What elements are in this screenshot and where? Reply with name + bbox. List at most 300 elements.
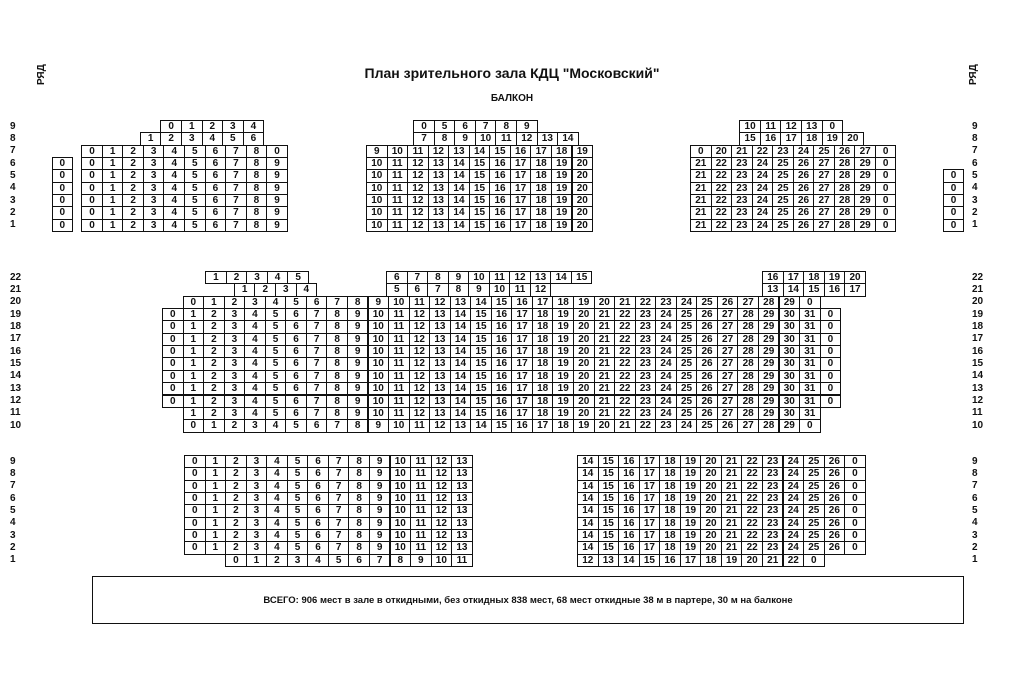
seat[interactable]: 9 xyxy=(454,132,476,145)
seat[interactable]: 4 xyxy=(244,333,266,346)
seat[interactable]: 11 xyxy=(409,296,431,309)
seat[interactable]: 1 xyxy=(183,357,205,370)
seat[interactable]: 24 xyxy=(655,320,677,333)
seat[interactable]: 18 xyxy=(532,382,554,395)
seat[interactable]: 2 xyxy=(122,219,144,232)
seat[interactable]: 17 xyxy=(510,182,532,195)
seat[interactable]: 14 xyxy=(783,283,805,296)
seat[interactable]: 18 xyxy=(532,370,554,383)
seat[interactable]: 15 xyxy=(598,480,620,493)
seat[interactable]: 12 xyxy=(516,132,538,145)
seat[interactable]: 24 xyxy=(676,296,698,309)
seat[interactable]: 11 xyxy=(410,541,432,554)
seat[interactable]: 14 xyxy=(469,145,491,158)
seat[interactable]: 10 xyxy=(366,206,388,219)
seat[interactable]: 29 xyxy=(854,182,876,195)
seat[interactable]: 15 xyxy=(470,395,492,408)
seat[interactable]: 10 xyxy=(390,504,412,517)
seat[interactable]: 19 xyxy=(573,419,595,432)
seat[interactable]: 18 xyxy=(532,308,554,321)
seat[interactable]: 19 xyxy=(552,382,574,395)
seat[interactable]: 12 xyxy=(409,370,431,383)
seat[interactable]: 20 xyxy=(573,333,595,346)
seat[interactable]: 0 xyxy=(162,345,184,358)
seat[interactable]: 25 xyxy=(676,395,698,408)
seat[interactable]: 22 xyxy=(614,333,636,346)
seat[interactable]: 7 xyxy=(306,345,328,358)
seat[interactable]: 19 xyxy=(680,517,702,530)
seat[interactable]: 13 xyxy=(429,395,451,408)
seat[interactable]: 19 xyxy=(573,296,595,309)
seat[interactable]: 10 xyxy=(366,169,388,182)
seat[interactable]: 20 xyxy=(572,157,594,170)
seat[interactable]: 3 xyxy=(143,157,165,170)
seat[interactable]: 27 xyxy=(717,308,739,321)
seat[interactable]: 15 xyxy=(598,455,620,468)
seat[interactable]: 0 xyxy=(820,345,842,358)
seat[interactable]: 11 xyxy=(387,169,409,182)
seat[interactable]: 22 xyxy=(741,467,763,480)
seat[interactable]: 0 xyxy=(943,169,965,182)
seat[interactable]: 29 xyxy=(758,382,780,395)
seat[interactable]: 11 xyxy=(388,357,410,370)
seat[interactable]: 17 xyxy=(844,283,866,296)
seat[interactable]: 4 xyxy=(244,320,266,333)
seat[interactable]: 5 xyxy=(287,480,309,493)
seat[interactable]: 19 xyxy=(680,492,702,505)
seat[interactable]: 16 xyxy=(489,219,511,232)
seat[interactable]: 15 xyxy=(470,333,492,346)
seat[interactable]: 24 xyxy=(752,182,774,195)
seat[interactable]: 26 xyxy=(793,182,815,195)
seat[interactable]: 14 xyxy=(450,407,472,420)
seat[interactable]: 21 xyxy=(721,529,743,542)
seat[interactable]: 20 xyxy=(573,357,595,370)
seat[interactable]: 2 xyxy=(203,308,225,321)
seat[interactable]: 26 xyxy=(824,504,846,517)
seat[interactable]: 5 xyxy=(265,333,287,346)
seat[interactable]: 11 xyxy=(388,345,410,358)
seat[interactable]: 21 xyxy=(690,182,712,195)
seat[interactable]: 13 xyxy=(428,182,450,195)
seat[interactable]: 0 xyxy=(413,120,435,133)
seat[interactable]: 3 xyxy=(143,194,165,207)
seat[interactable]: 25 xyxy=(676,370,698,383)
seat[interactable]: 4 xyxy=(163,182,185,195)
seat[interactable]: 26 xyxy=(717,296,739,309)
seat[interactable]: 12 xyxy=(407,219,429,232)
seat[interactable]: 0 xyxy=(875,194,897,207)
seat[interactable]: 24 xyxy=(655,345,677,358)
seat[interactable]: 2 xyxy=(203,320,225,333)
seat[interactable]: 10 xyxy=(431,554,453,567)
seat[interactable]: 4 xyxy=(244,407,266,420)
seat[interactable]: 20 xyxy=(741,554,763,567)
seat[interactable]: 13 xyxy=(429,382,451,395)
seat[interactable]: 25 xyxy=(772,182,794,195)
seat[interactable]: 12 xyxy=(431,529,453,542)
seat[interactable]: 28 xyxy=(834,169,856,182)
seat[interactable]: 11 xyxy=(410,529,432,542)
seat[interactable]: 29 xyxy=(758,333,780,346)
seat[interactable]: 20 xyxy=(700,517,722,530)
seat[interactable]: 19 xyxy=(572,145,594,158)
seat[interactable]: 10 xyxy=(368,370,390,383)
seat[interactable]: 12 xyxy=(780,120,802,133)
seat[interactable]: 12 xyxy=(431,541,453,554)
seat[interactable]: 6 xyxy=(285,357,307,370)
seat[interactable]: 14 xyxy=(577,492,599,505)
seat[interactable]: 12 xyxy=(429,419,451,432)
seat[interactable]: 8 xyxy=(348,529,370,542)
seat[interactable]: 11 xyxy=(387,219,409,232)
seat[interactable]: 4 xyxy=(244,308,266,321)
seat[interactable]: 6 xyxy=(205,194,227,207)
seat[interactable]: 2 xyxy=(225,504,247,517)
seat[interactable]: 4 xyxy=(267,271,289,284)
seat[interactable]: 3 xyxy=(224,382,246,395)
seat[interactable]: 8 xyxy=(326,407,348,420)
seat[interactable]: 17 xyxy=(639,467,661,480)
seat[interactable]: 13 xyxy=(450,419,472,432)
seat[interactable]: 17 xyxy=(639,480,661,493)
seat[interactable]: 0 xyxy=(820,395,842,408)
seat[interactable]: 9 xyxy=(347,407,369,420)
seat[interactable]: 6 xyxy=(285,407,307,420)
seat[interactable]: 16 xyxy=(489,157,511,170)
seat[interactable]: 0 xyxy=(875,169,897,182)
seat[interactable]: 0 xyxy=(822,120,844,133)
seat[interactable]: 20 xyxy=(572,182,594,195)
seat[interactable]: 0 xyxy=(875,206,897,219)
seat[interactable]: 18 xyxy=(659,529,681,542)
seat[interactable]: 0 xyxy=(81,157,103,170)
seat[interactable]: 12 xyxy=(431,517,453,530)
seat[interactable]: 16 xyxy=(618,541,640,554)
seat[interactable]: 0 xyxy=(875,182,897,195)
seat[interactable]: 6 xyxy=(306,419,328,432)
seat[interactable]: 0 xyxy=(820,370,842,383)
seat[interactable]: 18 xyxy=(530,169,552,182)
seat[interactable]: 14 xyxy=(577,467,599,480)
seat[interactable]: 18 xyxy=(532,407,554,420)
seat[interactable]: 29 xyxy=(854,206,876,219)
seat[interactable]: 8 xyxy=(246,206,268,219)
seat[interactable]: 28 xyxy=(737,382,759,395)
seat[interactable]: 18 xyxy=(659,455,681,468)
seat[interactable]: 10 xyxy=(390,455,412,468)
seat[interactable]: 1 xyxy=(246,554,268,567)
seat[interactable]: 29 xyxy=(854,219,876,232)
seat[interactable]: 0 xyxy=(162,320,184,333)
seat[interactable]: 18 xyxy=(532,345,554,358)
seat[interactable]: 24 xyxy=(752,169,774,182)
seat[interactable]: 11 xyxy=(407,145,429,158)
seat[interactable]: 9 xyxy=(368,419,390,432)
seat[interactable]: 13 xyxy=(451,529,473,542)
seat[interactable]: 16 xyxy=(618,517,640,530)
seat[interactable]: 28 xyxy=(737,320,759,333)
seat[interactable]: 17 xyxy=(511,345,533,358)
seat[interactable]: 28 xyxy=(834,182,856,195)
seat[interactable]: 16 xyxy=(491,320,513,333)
seat[interactable]: 19 xyxy=(552,308,574,321)
seat[interactable]: 6 xyxy=(285,370,307,383)
seat[interactable]: 0 xyxy=(875,145,897,158)
seat[interactable]: 0 xyxy=(799,419,821,432)
seat[interactable]: 23 xyxy=(635,382,657,395)
seat[interactable]: 6 xyxy=(285,320,307,333)
seat[interactable]: 20 xyxy=(594,296,616,309)
seat[interactable]: 7 xyxy=(306,308,328,321)
seat[interactable]: 13 xyxy=(428,157,450,170)
seat[interactable]: 16 xyxy=(618,455,640,468)
seat[interactable]: 5 xyxy=(328,554,350,567)
seat[interactable]: 10 xyxy=(387,145,409,158)
seat[interactable]: 3 xyxy=(246,480,268,493)
seat[interactable]: 25 xyxy=(676,320,698,333)
seat[interactable]: 5 xyxy=(265,320,287,333)
seat[interactable]: 13 xyxy=(451,467,473,480)
seat[interactable]: 14 xyxy=(470,296,492,309)
seat[interactable]: 15 xyxy=(489,145,511,158)
seat[interactable]: 23 xyxy=(762,517,784,530)
seat[interactable]: 27 xyxy=(813,157,835,170)
seat[interactable]: 3 xyxy=(224,357,246,370)
seat[interactable]: 5 xyxy=(265,345,287,358)
seat[interactable]: 13 xyxy=(429,308,451,321)
seat[interactable]: 10 xyxy=(390,529,412,542)
seat[interactable]: 23 xyxy=(762,467,784,480)
seat[interactable]: 14 xyxy=(557,132,579,145)
seat[interactable]: 16 xyxy=(491,370,513,383)
seat[interactable]: 1 xyxy=(183,345,205,358)
seat[interactable]: 0 xyxy=(875,219,897,232)
seat[interactable]: 0 xyxy=(844,455,866,468)
seat[interactable]: 29 xyxy=(854,169,876,182)
seat[interactable]: 8 xyxy=(246,169,268,182)
seat[interactable]: 0 xyxy=(803,554,825,567)
seat[interactable]: 16 xyxy=(489,206,511,219)
seat[interactable]: 23 xyxy=(762,504,784,517)
seat[interactable]: 15 xyxy=(470,308,492,321)
seat[interactable]: 2 xyxy=(122,206,144,219)
seat[interactable]: 15 xyxy=(639,554,661,567)
seat[interactable]: 7 xyxy=(413,132,435,145)
seat[interactable]: 13 xyxy=(428,219,450,232)
seat[interactable]: 11 xyxy=(410,517,432,530)
seat[interactable]: 29 xyxy=(854,194,876,207)
seat[interactable]: 18 xyxy=(659,480,681,493)
seat[interactable]: 8 xyxy=(326,357,348,370)
seat[interactable]: 11 xyxy=(451,554,473,567)
seat[interactable]: 19 xyxy=(551,206,573,219)
seat[interactable]: 2 xyxy=(122,157,144,170)
seat[interactable]: 24 xyxy=(655,407,677,420)
seat[interactable]: 4 xyxy=(296,283,318,296)
seat[interactable]: 19 xyxy=(680,480,702,493)
seat[interactable]: 6 xyxy=(348,554,370,567)
seat[interactable]: 19 xyxy=(552,357,574,370)
seat[interactable]: 26 xyxy=(793,219,815,232)
seat[interactable]: 16 xyxy=(491,333,513,346)
seat[interactable]: 24 xyxy=(655,357,677,370)
seat[interactable]: 7 xyxy=(306,357,328,370)
seat[interactable]: 6 xyxy=(306,296,328,309)
seat[interactable]: 22 xyxy=(614,345,636,358)
seat[interactable]: 17 xyxy=(639,517,661,530)
seat[interactable]: 2 xyxy=(225,529,247,542)
seat[interactable]: 12 xyxy=(409,345,431,358)
seat[interactable]: 26 xyxy=(834,145,856,158)
seat[interactable]: 22 xyxy=(711,169,733,182)
seat[interactable]: 7 xyxy=(225,206,247,219)
seat[interactable]: 27 xyxy=(717,320,739,333)
seat[interactable]: 0 xyxy=(184,541,206,554)
seat[interactable]: 11 xyxy=(388,370,410,383)
seat[interactable]: 21 xyxy=(721,504,743,517)
seat[interactable]: 13 xyxy=(429,370,451,383)
seat[interactable]: 24 xyxy=(783,455,805,468)
seat[interactable]: 2 xyxy=(122,169,144,182)
seat[interactable]: 10 xyxy=(390,541,412,554)
seat[interactable]: 17 xyxy=(510,206,532,219)
seat[interactable]: 2 xyxy=(202,120,224,133)
seat[interactable]: 16 xyxy=(618,529,640,542)
seat[interactable]: 16 xyxy=(618,467,640,480)
seat[interactable]: 7 xyxy=(328,517,350,530)
seat[interactable]: 1 xyxy=(183,382,205,395)
seat[interactable]: 3 xyxy=(246,529,268,542)
seat[interactable]: 1 xyxy=(205,517,227,530)
seat[interactable]: 26 xyxy=(696,345,718,358)
seat[interactable]: 14 xyxy=(550,271,572,284)
seat[interactable]: 24 xyxy=(783,480,805,493)
seat[interactable]: 25 xyxy=(772,219,794,232)
seat[interactable]: 11 xyxy=(388,395,410,408)
seat[interactable]: 19 xyxy=(822,132,844,145)
seat[interactable]: 1 xyxy=(205,504,227,517)
seat[interactable]: 7 xyxy=(328,529,350,542)
seat[interactable]: 28 xyxy=(737,333,759,346)
seat[interactable]: 18 xyxy=(659,541,681,554)
seat[interactable]: 8 xyxy=(348,517,370,530)
seat[interactable]: 0 xyxy=(81,169,103,182)
seat[interactable]: 5 xyxy=(287,517,309,530)
seat[interactable]: 6 xyxy=(307,492,329,505)
seat[interactable]: 28 xyxy=(737,357,759,370)
seat[interactable]: 8 xyxy=(448,283,470,296)
seat[interactable]: 0 xyxy=(183,296,205,309)
seat[interactable]: 16 xyxy=(491,357,513,370)
seat[interactable]: 4 xyxy=(243,120,265,133)
seat[interactable]: 22 xyxy=(741,492,763,505)
seat[interactable]: 16 xyxy=(491,345,513,358)
seat[interactable]: 31 xyxy=(799,395,821,408)
seat[interactable]: 13 xyxy=(530,271,552,284)
seat[interactable]: 12 xyxy=(409,382,431,395)
seat[interactable]: 29 xyxy=(854,157,876,170)
seat[interactable]: 18 xyxy=(532,333,554,346)
seat[interactable]: 10 xyxy=(366,194,388,207)
seat[interactable]: 11 xyxy=(388,308,410,321)
seat[interactable]: 0 xyxy=(160,120,182,133)
seat[interactable]: 21 xyxy=(721,541,743,554)
seat[interactable]: 26 xyxy=(696,320,718,333)
seat[interactable]: 20 xyxy=(573,407,595,420)
seat[interactable]: 18 xyxy=(532,357,554,370)
seat[interactable]: 19 xyxy=(680,504,702,517)
seat[interactable]: 4 xyxy=(266,541,288,554)
seat[interactable]: 9 xyxy=(369,517,391,530)
seat[interactable]: 14 xyxy=(448,206,470,219)
seat[interactable]: 25 xyxy=(813,145,835,158)
seat[interactable]: 6 xyxy=(307,517,329,530)
seat[interactable]: 7 xyxy=(306,407,328,420)
seat[interactable]: 12 xyxy=(509,271,531,284)
seat[interactable]: 15 xyxy=(469,157,491,170)
seat[interactable]: 21 xyxy=(690,206,712,219)
seat[interactable]: 19 xyxy=(551,182,573,195)
seat[interactable]: 13 xyxy=(448,145,470,158)
seat[interactable]: 10 xyxy=(368,395,390,408)
seat[interactable]: 0 xyxy=(184,467,206,480)
seat[interactable]: 19 xyxy=(552,395,574,408)
seat[interactable]: 20 xyxy=(573,395,595,408)
seat[interactable]: 22 xyxy=(614,308,636,321)
seat[interactable]: 24 xyxy=(752,219,774,232)
seat[interactable]: 23 xyxy=(731,219,753,232)
seat[interactable]: 14 xyxy=(618,554,640,567)
seat[interactable]: 6 xyxy=(386,271,408,284)
seat[interactable]: 0 xyxy=(943,182,965,195)
seat[interactable]: 15 xyxy=(470,345,492,358)
seat[interactable]: 2 xyxy=(203,333,225,346)
seat[interactable]: 3 xyxy=(143,206,165,219)
seat[interactable]: 18 xyxy=(532,395,554,408)
seat[interactable]: 18 xyxy=(551,145,573,158)
seat[interactable]: 15 xyxy=(469,182,491,195)
seat[interactable]: 0 xyxy=(844,529,866,542)
seat[interactable]: 10 xyxy=(368,345,390,358)
seat[interactable]: 8 xyxy=(326,382,348,395)
seat[interactable]: 27 xyxy=(813,206,835,219)
seat[interactable]: 26 xyxy=(696,333,718,346)
seat[interactable]: 4 xyxy=(163,194,185,207)
seat[interactable]: 27 xyxy=(737,296,759,309)
seat[interactable]: 0 xyxy=(875,157,897,170)
seat[interactable]: 25 xyxy=(676,308,698,321)
seat[interactable]: 20 xyxy=(573,370,595,383)
seat[interactable]: 17 xyxy=(639,504,661,517)
seat[interactable]: 1 xyxy=(203,419,225,432)
seat[interactable]: 6 xyxy=(205,157,227,170)
seat[interactable]: 8 xyxy=(348,467,370,480)
seat[interactable]: 26 xyxy=(824,467,846,480)
seat[interactable]: 9 xyxy=(369,529,391,542)
seat[interactable]: 17 xyxy=(639,541,661,554)
seat[interactable]: 14 xyxy=(450,370,472,383)
seat[interactable]: 15 xyxy=(598,517,620,530)
seat[interactable]: 31 xyxy=(799,320,821,333)
seat[interactable]: 21 xyxy=(594,395,616,408)
seat[interactable]: 20 xyxy=(700,529,722,542)
seat[interactable]: 22 xyxy=(752,145,774,158)
seat[interactable]: 23 xyxy=(635,333,657,346)
seat[interactable]: 11 xyxy=(760,120,782,133)
seat[interactable]: 20 xyxy=(594,419,616,432)
seat[interactable]: 30 xyxy=(779,395,801,408)
